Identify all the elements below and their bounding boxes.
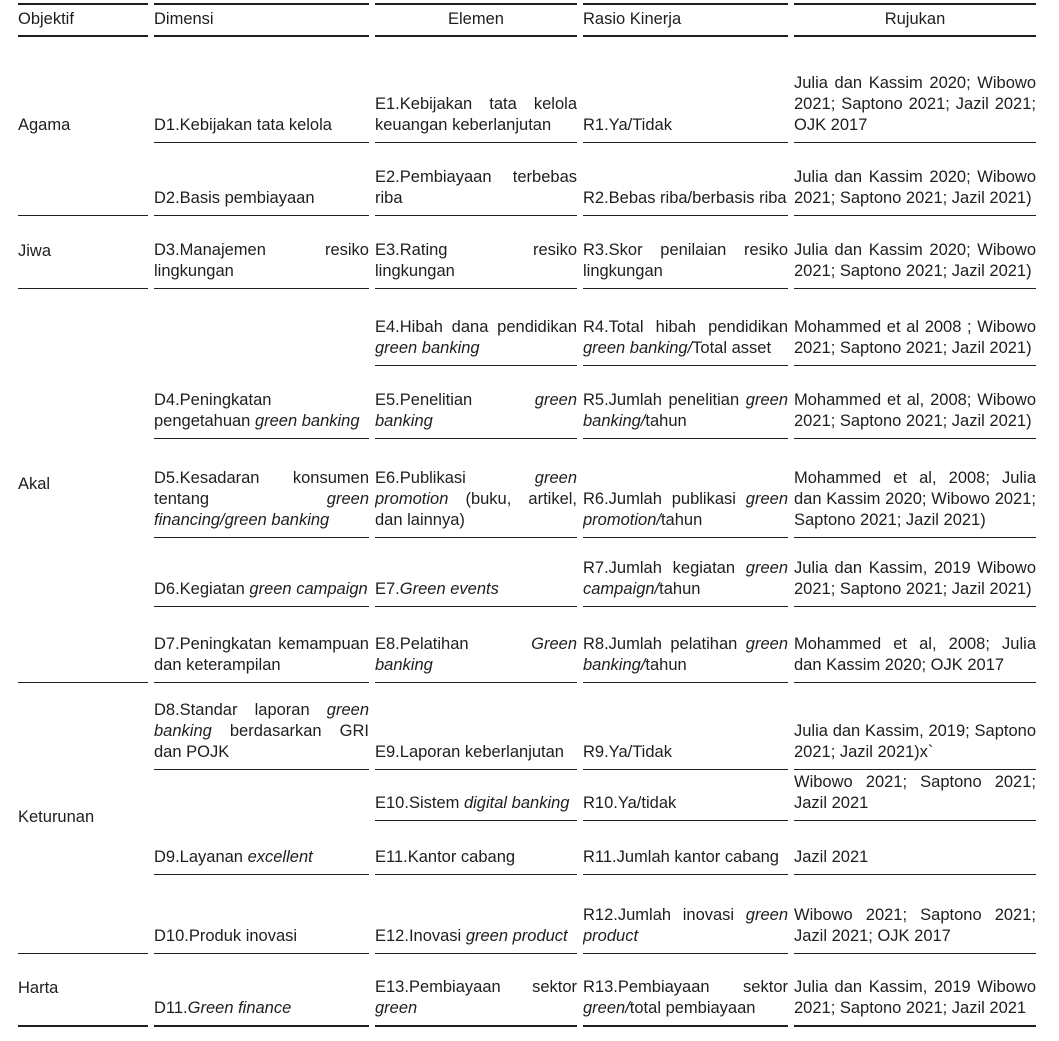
cell-rujukan: Julia dan Kassim, 2019 Wibowo 2021; Saptono 2021; Jazil 2021 — [794, 954, 1036, 1027]
cell-dimensi: D1.Kebijakan tata kelola — [154, 37, 369, 143]
cell-dimensi: D11.Green finance — [154, 954, 369, 1027]
cell-rujukan: Mohammed et al 2008 ; Wibowo 2021; Saptono 2021; Jazil 2021) — [794, 289, 1036, 366]
cell-elemen: E1.Kebijakan tata kelola keuangan keberlanjutan — [375, 37, 577, 143]
cell-elemen: E9.Laporan keberlanjutan — [375, 683, 577, 770]
table-row — [18, 439, 1036, 538]
cell-rujukan: Julia dan Kassim 2020; Wibowo 2021; Saptono 2021; Jazil 2021) — [794, 216, 1036, 289]
table-row — [18, 216, 1036, 289]
cell-rujukan: Mohammed et al, 2008; Wibowo 2021; Saptono 2021; Jazil 2021) — [794, 366, 1036, 439]
cell-dimensi: D8.Standar laporan green banking berdasarkan GRI dan POJK — [154, 683, 369, 770]
cell-dimensi: D6.Kegiatan green campaign — [154, 538, 369, 607]
cell-rujukan: Mohammed et al, 2008; Julia dan Kassim 2020; Wibowo 2021; Saptono 2021; Jazil 2021) — [794, 439, 1036, 538]
cell-elemen: E6.Publikasi green promotion (buku, artikel, dan lainnya) — [375, 439, 577, 538]
table-row — [18, 770, 1036, 821]
cell-rujukan: Julia dan Kassim, 2019; Saptono 2021; Jazil 2021)x` — [794, 683, 1036, 770]
cell-rasio-kinerja: R12.Jumlah inovasi green product — [583, 875, 788, 954]
header-row — [18, 3, 1036, 37]
cell-dimensi: D9.Layanan excellent — [154, 770, 369, 875]
cell-rasio-kinerja: R4.Total hibah pendidikan green banking/Total asset — [583, 289, 788, 366]
column-header-objektif: Objektif — [18, 3, 148, 37]
cell-objektif-harta: Harta — [18, 954, 148, 1027]
cell-elemen: E13.Pembiayaan sektor green — [375, 954, 577, 1027]
column-header-rasio-kinerja: Rasio Kinerja — [583, 3, 788, 37]
cell-rasio-kinerja: R8.Jumlah pelatihan green banking/tahun — [583, 607, 788, 683]
cell-dimensi: D5.Kesadaran konsumen tentang green financing/green banking — [154, 439, 369, 538]
cell-objektif-agama: Agama — [18, 37, 148, 216]
cell-rujukan: Wibowo 2021; Saptono 2021; Jazil 2021; OJK 2017 — [794, 875, 1036, 954]
cell-elemen: E2.Pembiayaan terbebas riba — [375, 143, 577, 216]
table-row — [18, 289, 1036, 366]
cell-rasio-kinerja: R13.Pembiayaan sektor green/total pembiayaan — [583, 954, 788, 1027]
table-row — [18, 143, 1036, 216]
cell-elemen: E3.Rating resiko lingkungan — [375, 216, 577, 289]
cell-rasio-kinerja: R3.Skor penilaian resiko lingkungan — [583, 216, 788, 289]
table-row — [18, 954, 1036, 1027]
cell-rujukan: Julia dan Kassim 2020; Wibowo 2021; Saptono 2021; Jazil 2021) — [794, 143, 1036, 216]
table-row — [18, 875, 1036, 954]
cell-rasio-kinerja: R9.Ya/Tidak — [583, 683, 788, 770]
cell-elemen: E5.Penelitian green banking — [375, 366, 577, 439]
cell-objektif-akal: Akal — [18, 289, 148, 683]
cell-elemen: E8.Pelatihan Green banking — [375, 607, 577, 683]
cell-rujukan: Mohammed et al, 2008; Julia dan Kassim 2020; OJK 2017 — [794, 607, 1036, 683]
cell-rasio-kinerja: R6.Jumlah publikasi green promotion/tahun — [583, 439, 788, 538]
cell-rasio-kinerja: R11.Jumlah kantor cabang — [583, 821, 788, 875]
cell-rujukan: Jazil 2021 — [794, 821, 1036, 875]
cell-rasio-kinerja: R7.Jumlah kegiatan green campaign/tahun — [583, 538, 788, 607]
indicator-table — [12, 3, 1042, 1027]
cell-rasio-kinerja: R5.Jumlah penelitian green banking/tahun — [583, 366, 788, 439]
column-header-dimensi: Dimensi — [154, 3, 369, 37]
cell-rasio-kinerja: R10.Ya/tidak — [583, 770, 788, 821]
column-header-rujukan: Rujukan — [794, 3, 1036, 37]
cell-dimensi: D3.Manajemen resiko lingkungan — [154, 216, 369, 289]
cell-elemen: E12.Inovasi green product — [375, 875, 577, 954]
cell-dimensi: D7.Peningkatan kemampuan dan keterampilan — [154, 607, 369, 683]
cell-objektif-keturunan: Keturunan — [18, 683, 148, 954]
cell-rujukan: Julia dan Kassim 2020; Wibowo 2021; Saptono 2021; Jazil 2021; OJK 2017 — [794, 37, 1036, 143]
cell-elemen: E4.Hibah dana pendidikan green banking — [375, 289, 577, 366]
cell-dimensi: D10.Produk inovasi — [154, 875, 369, 954]
cell-rujukan: Wibowo 2021; Saptono 2021; Jazil 2021 — [794, 770, 1036, 821]
cell-rujukan: Julia dan Kassim, 2019 Wibowo 2021; Saptono 2021; Jazil 2021) — [794, 538, 1036, 607]
table-row — [18, 607, 1036, 683]
cell-dimensi: D4.Peningkatan pengetahuan green banking — [154, 289, 369, 439]
table-row — [18, 538, 1036, 607]
cell-objektif-jiwa: Jiwa — [18, 216, 148, 289]
column-header-elemen: Elemen — [375, 3, 577, 37]
cell-dimensi: D2.Basis pembiayaan — [154, 143, 369, 216]
table-row — [18, 683, 1036, 770]
cell-rasio-kinerja: R1.Ya/Tidak — [583, 37, 788, 143]
cell-elemen: E10.Sistem digital banking — [375, 770, 577, 821]
table-row — [18, 37, 1036, 143]
cell-elemen: E7.Green events — [375, 538, 577, 607]
cell-rasio-kinerja: R2.Bebas riba/berbasis riba — [583, 143, 788, 216]
cell-elemen: E11.Kantor cabang — [375, 821, 577, 875]
